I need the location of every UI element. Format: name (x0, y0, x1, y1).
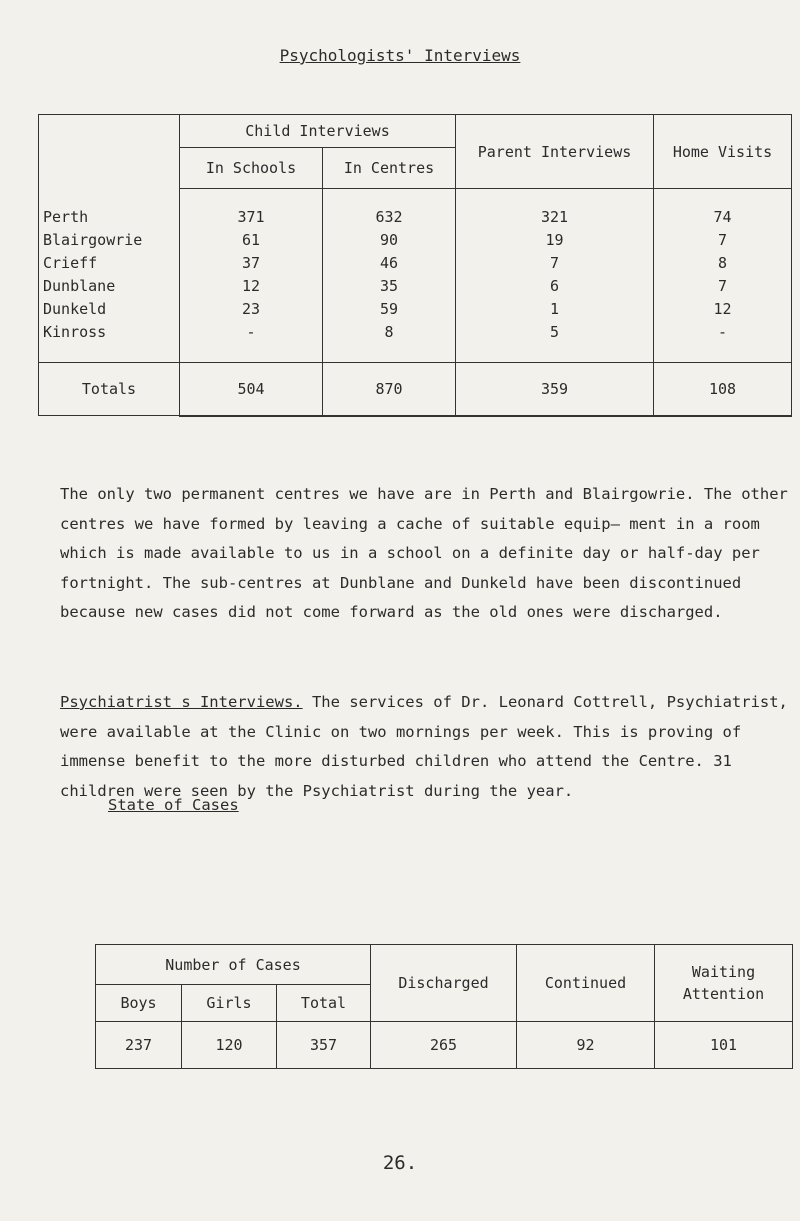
place-header-cell (39, 115, 180, 189)
child-interviews-header: Child Interviews (180, 115, 456, 148)
place-label: Perth (43, 207, 89, 226)
boys-value: 237 (96, 1022, 182, 1069)
table-cell: - (717, 323, 728, 341)
table-cell: 90 (379, 231, 399, 249)
parent-interviews-column (456, 189, 654, 363)
psychiatrist-text: The services of Dr. Leonard Cottrell, Psychiatrist, were available at the Clinic on two mornings per week. This is proving of immense benefit to the more disturbed children who attend the Centre. 31 children were seen by the Psychiatrist during the year. (60, 693, 788, 800)
table-cell: 321 (540, 208, 569, 226)
table-cell: 1 (549, 300, 560, 318)
home-visits-column (654, 189, 792, 363)
table-cell: 7 (717, 277, 728, 295)
waiting-attention-header: Waiting Attention (655, 945, 793, 1022)
table-cell: 7 (549, 254, 560, 272)
totals-cell: 504 (180, 362, 323, 416)
psychiatrist-heading: Psychiatrist s Interviews. (60, 693, 303, 711)
state-of-cases-heading: State of Cases (108, 796, 239, 814)
table-cell: 8 (717, 254, 728, 272)
totals-cell: 108 (654, 362, 792, 416)
parent-interviews-header: Parent Interviews (456, 115, 654, 189)
table-cell: 12 (241, 277, 261, 295)
place-label: Blairgowrie (43, 230, 143, 249)
place-label: Kinross (43, 322, 107, 341)
totals-label: Totals (39, 362, 180, 416)
girls-header: Girls (182, 985, 277, 1022)
total-value: 357 (277, 1022, 371, 1069)
table-cell: 59 (379, 300, 399, 318)
table-cell: 632 (375, 208, 403, 226)
boys-header: Boys (96, 985, 182, 1022)
discharged-header: Discharged (371, 945, 517, 1022)
continued-header: Continued (517, 945, 655, 1022)
page-number: 26. (382, 1152, 418, 1174)
in-centres-header: In Centres (323, 148, 456, 189)
table-cell: 74 (713, 208, 732, 226)
table-cell: - (246, 323, 256, 341)
paragraph-psychiatrist (60, 688, 795, 806)
in-schools-header: In Schools (180, 148, 323, 189)
table-cell: 6 (549, 277, 560, 295)
table-cell: 371 (237, 208, 265, 226)
table-cell: 61 (241, 231, 261, 249)
in-centres-column (323, 189, 456, 363)
in-schools-column (180, 189, 323, 363)
place-label: Dunkeld (43, 299, 107, 318)
place-label: Dunblane (43, 276, 116, 295)
table-cell: 5 (549, 323, 560, 341)
girls-value: 120 (182, 1022, 277, 1069)
table-cell: 37 (241, 254, 261, 272)
continued-value: 92 (517, 1022, 655, 1069)
total-header: Total (277, 985, 371, 1022)
place-label: Crieff (43, 253, 98, 272)
home-visits-header: Home Visits (654, 115, 792, 189)
paragraph-permanent-centres: The only two permanent centres we have are in Perth and Blairgowrie. The other centres we have formed by leaving a cache of suitable equip— ment in a room which is made available to us in a school on a definite day or half-day per fortnight. The sub-centres at Dunblane and Dunkeld have been discontinued because new cases did not come forward as the old ones were discharged. (60, 485, 788, 621)
table-cell: 19 (545, 231, 564, 249)
discharged-value: 265 (371, 1022, 517, 1069)
table-cell: 8 (384, 323, 394, 341)
waiting-value: 101 (655, 1022, 793, 1069)
table-cell: 23 (241, 300, 261, 318)
number-of-cases-header: Number of Cases (96, 945, 371, 985)
cases-table (95, 944, 793, 1069)
interviews-table (38, 114, 792, 417)
place-column (39, 189, 180, 363)
table-cell: 35 (379, 277, 399, 295)
page-title: Psychologists' Interviews (279, 46, 521, 65)
table-cell: 12 (713, 300, 732, 318)
totals-cell: 870 (323, 362, 456, 416)
totals-cell: 359 (456, 362, 654, 416)
table-cell: 46 (379, 254, 399, 272)
table-cell: 7 (717, 231, 728, 249)
